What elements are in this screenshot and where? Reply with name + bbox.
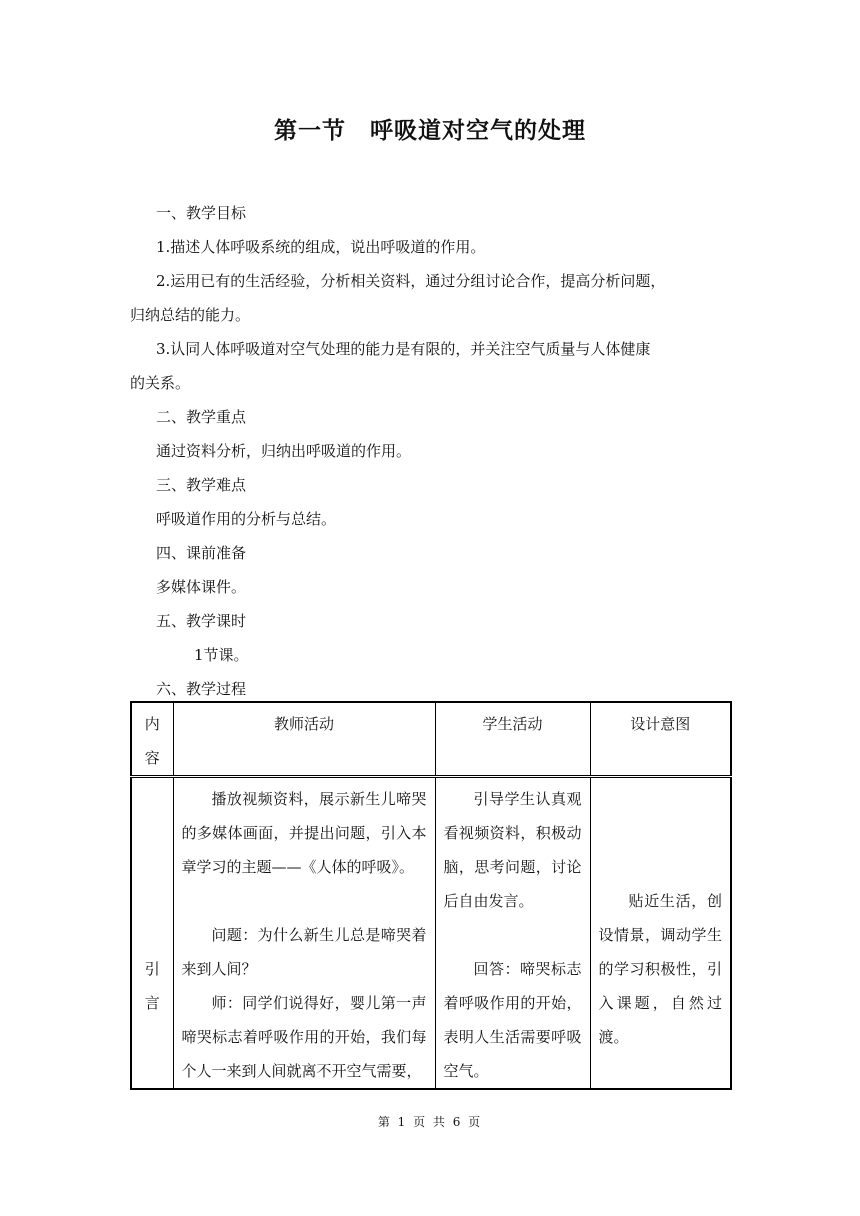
header-content-line-1: 内 xyxy=(144,715,160,733)
teacher-paragraph-3: 师：同学们说得好，婴儿第一声啼哭标志着呼吸作用的开始，我们每个人一来到人间就离不开空气需要， xyxy=(181,994,427,1080)
row-student-activity xyxy=(435,777,590,1090)
header-design-intent xyxy=(590,702,731,777)
row-content xyxy=(131,777,173,1090)
objective-item-3-line-2: 的关系。 xyxy=(130,374,191,392)
objective-item-2-line-1: 2.运用已有的生活经验，分析相关资料，通过分组讨论合作，提高分析问题， xyxy=(156,272,666,290)
table-header-row xyxy=(131,702,731,777)
page-footer: 第 1 页 共 6 页 xyxy=(377,1115,483,1129)
row-content-line-2: 言 xyxy=(144,994,160,1012)
header-design-label: 设计意图 xyxy=(630,715,691,733)
header-student-label: 学生活动 xyxy=(482,715,543,733)
objective-item-3-line-1: 3.认同人体呼吸道对空气处理的能力是有限的，并关注空气质量与人体健康 xyxy=(156,340,651,358)
header-teacher-activity xyxy=(173,702,435,777)
objective-item-2-line-2: 归纳总结的能力。 xyxy=(130,306,251,324)
class-hours-body: 1节课。 xyxy=(194,646,249,664)
row-teacher-activity xyxy=(173,777,435,1090)
preparation-body: 多媒体课件。 xyxy=(156,578,247,596)
section-heading-difficulties: 三、教学难点 xyxy=(156,476,247,494)
design-paragraph-1: 贴近生活，创设情景，调动学生的学习积极性，引入课题，自然过渡。 xyxy=(598,892,722,1046)
header-teacher-label: 教师活动 xyxy=(273,715,334,733)
teaching-process-table xyxy=(130,701,732,1090)
section-heading-key-points: 二、教学重点 xyxy=(156,408,247,426)
header-content-line-2: 容 xyxy=(144,749,160,767)
header-student-activity xyxy=(435,702,590,777)
section-heading-process: 六、教学过程 xyxy=(156,680,247,698)
student-paragraph-2: 回答：啼哭标志着呼吸作用的开始，表明人生活需要呼吸空气。 xyxy=(443,960,582,1080)
page-title: 第一节 呼吸道对空气的处理 xyxy=(274,118,586,144)
objective-item-1: 1.描述人体呼吸系统的组成，说出呼吸道的作用。 xyxy=(156,238,486,256)
section-heading-objectives: 一、教学目标 xyxy=(156,204,247,222)
teacher-paragraph-2: 问题：为什么新生儿总是啼哭着来到人间？ xyxy=(181,926,427,978)
header-content xyxy=(131,702,173,777)
difficulties-body: 呼吸道作用的分析与总结。 xyxy=(156,510,337,528)
section-heading-preparation: 四、课前准备 xyxy=(156,544,247,562)
section-heading-class-hours: 五、教学课时 xyxy=(156,612,247,630)
student-paragraph-1: 引导学生认真观看视频资料，积极动脑，思考问题，讨论后自由发言。 xyxy=(443,790,582,910)
row-content-line-1: 引 xyxy=(144,960,160,978)
row-design-intent xyxy=(590,777,731,1090)
table-row xyxy=(131,777,731,1090)
key-points-body: 通过资料分析，归纳出呼吸道的作用。 xyxy=(156,442,412,460)
teacher-paragraph-1: 播放视频资料，展示新生儿啼哭的多媒体画面，并提出问题，引入本章学习的主题——《人体的呼吸》。 xyxy=(181,790,427,876)
